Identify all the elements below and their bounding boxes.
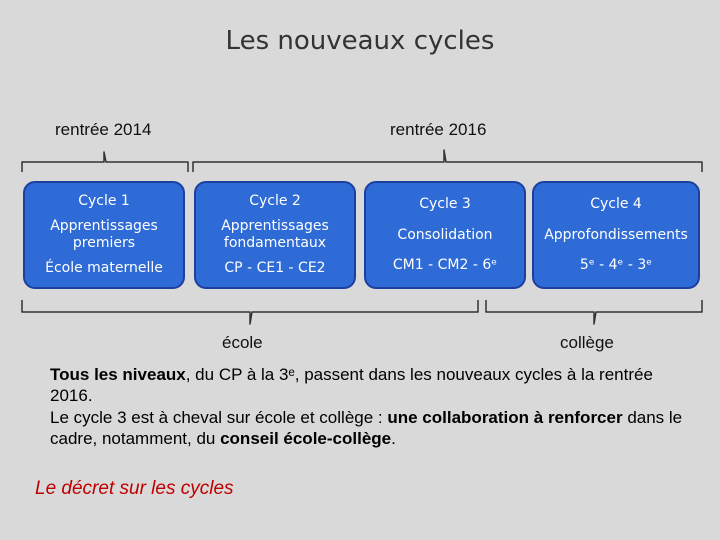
cycle-name: Cycle 3 — [419, 195, 471, 212]
text-span: Le cycle 3 est à cheval sur école et collège : — [50, 407, 388, 427]
cycle-levels: 5ᵉ - 4ᵉ - 3ᵉ — [579, 257, 653, 274]
cycle-description: Apprentissages fondamentaux — [221, 218, 329, 251]
cycle-name: Cycle 1 — [78, 193, 130, 210]
cycle-name: Cycle 2 — [249, 193, 301, 210]
bold-text: Tous les niveaux — [50, 365, 186, 384]
description-text — [50, 364, 690, 449]
bracket-top-2014 — [22, 152, 188, 172]
cycle-levels: CP - CE1 - CE2 — [224, 260, 326, 277]
bracket-bottom-ecole — [22, 300, 478, 324]
label-rentree-2016: rentrée 2016 — [390, 120, 487, 139]
cycle-levels: École maternelle — [45, 260, 163, 277]
slide-title: Les nouveaux cycles — [225, 26, 495, 56]
cycle-description: Approfondissements — [544, 226, 688, 243]
cycle-levels: CM1 - CM2 - 6ᵉ — [392, 257, 498, 274]
label-ecole: école — [222, 333, 263, 352]
label-college: collège — [560, 333, 614, 352]
decret-link[interactable]: Le décret sur les cycles — [35, 478, 234, 499]
cycle-name: Cycle 4 — [590, 195, 642, 212]
text-span: . — [391, 428, 396, 448]
text-span: , du CP à la 3ᵉ, passent dans les nouveaux cycles à la rentrée 2016. — [50, 365, 653, 406]
text-span: dans le cadre, notamment, du — [50, 407, 683, 448]
cycle-4-box — [532, 181, 700, 289]
cycle-2-box — [194, 181, 356, 289]
paragraph-1 — [50, 364, 690, 407]
bold-text: conseil école-collège — [220, 428, 392, 448]
paragraph-2 — [50, 407, 690, 450]
label-rentree-2014: rentrée 2014 — [55, 120, 152, 139]
bracket-top-2016 — [193, 150, 702, 172]
cycle-description: Apprentissages premiers — [50, 218, 158, 251]
cycle-1-box — [23, 181, 185, 289]
cycle-3-box — [364, 181, 526, 289]
cycle-description: Consolidation — [397, 226, 493, 243]
bracket-bottom-college — [486, 300, 702, 324]
bold-text: une collaboration à renforcer — [387, 407, 623, 427]
